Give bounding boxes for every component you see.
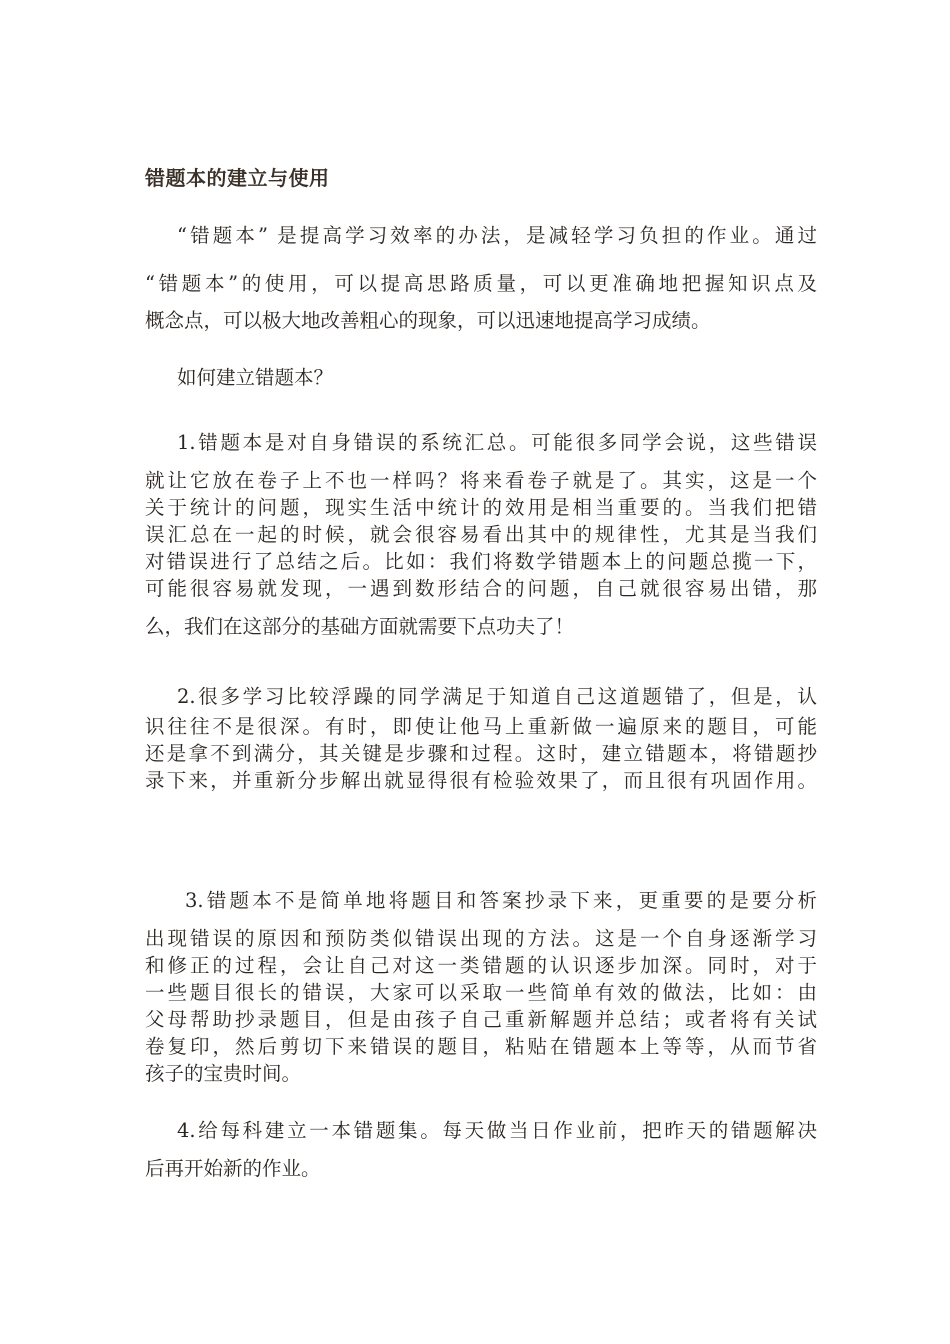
point-line: 3.错题本不是简单地将题目和答案抄录下来，更重要的是要分析 (185, 889, 817, 912)
point-1-paragraph (145, 429, 817, 640)
intro-line: “错题本” 是提高学习效率的办法，是减轻学习负担的作业。通过 (177, 224, 817, 247)
point-line: 误汇总在一起的时候，就会很容易看出其中的规律性，尤其是当我们 (145, 523, 817, 546)
point-line: 卷复印，然后剪切下来错误的题目，粘贴在错题本上等等，从而节省 (145, 1035, 817, 1058)
point-line: 父母帮助抄录题目，但是由孩子自己重新解题并总结；或者将有关试 (145, 1008, 817, 1031)
point-line: 录下来，并重新分步解出就显得很有检验效果了，而且很有巩固作用。 (145, 769, 817, 792)
point-line: 和修正的过程，会让自己对这一类错题的认识逐步加深。同时，对于 (145, 954, 817, 977)
point-line: 对错误进行了总结之后。比如：我们将数学错题本上的问题总揽一下， (145, 550, 817, 573)
point-3-paragraph (145, 887, 817, 1087)
intro-line: “错题本”的使用，可以提高思路质量，可以更准确地把握知识点及 (145, 272, 817, 295)
point-line: 识往往不是很深。有时，即使让他马上重新做一遍原来的题目，可能 (145, 715, 817, 738)
point-line: 1.错题本是对自身错误的系统汇总。可能很多同学会说，这些错误 (177, 431, 817, 454)
document-title: 错题本的建立与使用 (145, 166, 330, 190)
point-line: 一些题目很长的错误，大家可以采取一些简单有效的做法，比如：由 (145, 981, 817, 1004)
point-line: 后再开始新的作业。 (145, 1157, 321, 1180)
point-line: 2.很多学习比较浮躁的同学满足于知道自己这道题错了，但是，认 (177, 685, 817, 708)
point-line: 孩子的宝贵时间。 (145, 1062, 302, 1085)
point-line: 出现错误的原因和预防类似错误出现的方法。这是一个自身逐渐学习 (145, 927, 817, 950)
point-line: 就让它放在卷子上不也一样吗？将来看卷子就是了。其实，这是一个 (145, 469, 817, 492)
point-line: 4.给每科建立一本错题集。每天做当日作业前，把昨天的错题解决 (177, 1119, 817, 1142)
section-question (145, 364, 817, 391)
question-line: 如何建立错题本？ (177, 366, 334, 389)
point-line: 关于统计的问题，现实生活中统计的效用是相当重要的。当我们把错 (145, 496, 817, 519)
point-2-paragraph (145, 683, 817, 794)
intro-paragraph (145, 222, 817, 334)
point-line: 还是拿不到满分，其关键是步骤和过程。这时，建立错题本，将错题抄 (145, 742, 817, 765)
intro-line: 概念点，可以极大地改善粗心的现象，可以迅速地提高学习成绩。 (145, 309, 711, 332)
point-line: 么，我们在这部分的基础方面就需要下点功夫了！ (145, 615, 575, 638)
point-4-paragraph (145, 1117, 817, 1182)
point-line: 可能很容易就发现，一遇到数形结合的问题，自己就很容易出错，那 (145, 577, 817, 600)
